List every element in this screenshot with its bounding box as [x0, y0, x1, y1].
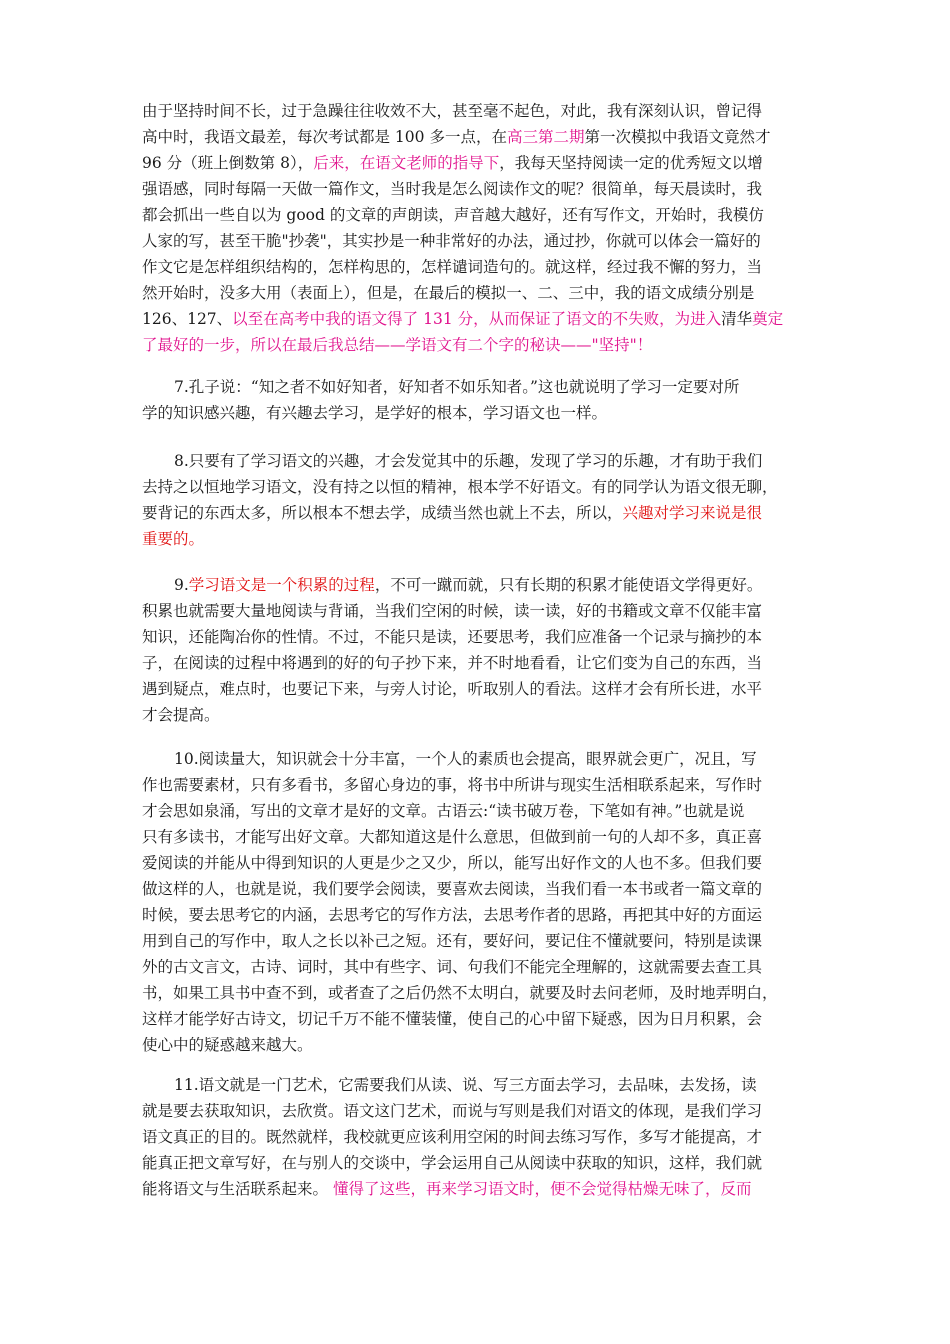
highlighted-text: 后来，在语文老师的指导下 [313, 154, 500, 172]
text-segment: 第一次模拟中我语文竟然才 [584, 128, 771, 146]
text-line [142, 928, 822, 954]
text-segment: 用到自己的写作中，取人之长以补己之短。还有，要好问，要记住不懂就要问，特别是读课 [142, 932, 763, 950]
text-segment: 子，在阅读的过程中将遇到的好的句子抄下来，并不时地看看，让它们变为自己的东西，当 [142, 654, 763, 672]
highlighted-text: 重要的。 [142, 530, 205, 548]
text-line [142, 1072, 822, 1098]
text-line [142, 448, 822, 474]
text-line [142, 1124, 822, 1150]
highlighted-text: 懂得了这些，再来学习语文时，便不会觉得枯燥无味了，反而 [332, 1180, 752, 1198]
text-segment: 人家的写，甚至干脆"抄袭"，其实抄是一种非常好的办法，通过抄，你就可以体会一篇好的 [142, 232, 761, 250]
text-line [142, 902, 822, 928]
text-line [142, 746, 822, 772]
text-segment: 语文真正的目的。既然就样，我校就更应该利用空闲的时间去练习写作，多写才能提高，才 [142, 1128, 763, 1146]
text-segment: 要背记的东西太多，所以根本不想去学，成绩当然也就上不去，所以， [142, 504, 623, 522]
text-line [142, 650, 822, 676]
text-segment: 积累也就需要大量地阅读与背诵，当我们空闲的时候，读一读，好的书籍或文章不仅能丰富 [142, 602, 763, 620]
text-line [142, 280, 822, 306]
text-segment: 10.阅读量大，知识就会十分丰富，一个人的素质也会提高，眼界就会更广，况且，写 [174, 750, 757, 768]
text-line [142, 624, 822, 650]
text-segment: 清华 [721, 310, 753, 328]
text-line [142, 980, 822, 1006]
text-segment: 才会思如泉涌，写出的文章才是好的文章。古语云:“读书破万卷，下笔如有神。”也就是说 [142, 802, 745, 820]
text-line [142, 202, 822, 228]
text-line [142, 676, 822, 702]
text-line [142, 876, 822, 902]
text-segment: 7.孔子说：“知之者不如好知者，好知者不如乐知者。”这也就说明了学习一定要对所 [174, 378, 740, 396]
text-line [142, 474, 822, 500]
highlighted-text: 了最好的一步，所以在最后我总结——学语文有二个字的秘诀——"坚持"！ [142, 336, 653, 354]
highlighted-text: 奠定 [752, 310, 784, 328]
text-line [142, 374, 822, 400]
text-line [142, 850, 822, 876]
paragraph-10 [142, 746, 822, 1058]
text-segment: 高中时，我语文最差，每次考试都是 100 多一点，在 [142, 128, 507, 146]
text-line [142, 98, 822, 124]
text-line [142, 228, 822, 254]
text-segment: 然开始时，没多大用（表面上），但是，在最后的模拟一、二、三中，我的语文成绩分别是 [142, 284, 755, 302]
text-segment: 时候，要去思考它的内涵，去思考它的写作方法，去思考作者的思路，再把其中好的方面运 [142, 906, 763, 924]
text-line [142, 150, 822, 176]
text-segment: 只有多读书，才能写出好文章。大都知道这是什么意思，但做到前一句的人却不多，真正喜 [142, 828, 763, 846]
text-line [142, 1032, 822, 1058]
paragraph-11 [142, 1072, 822, 1202]
text-line [142, 572, 822, 598]
text-line [142, 500, 822, 526]
paragraph-8 [142, 448, 822, 552]
text-segment: 11.语文就是一门艺术，它需要我们从读、说、写三方面去学习，去品味，去发扬，读 [174, 1076, 757, 1094]
text-segment: 使心中的疑惑越来越大。 [142, 1036, 313, 1054]
text-segment: 强语感，同时每隔一天做一篇作文，当时我是怎么阅读作文的呢？很简单，每天晨读时，我 [142, 180, 763, 198]
text-line [142, 254, 822, 280]
text-segment: 做这样的人，也就是说，我们要学会阅读，要喜欢去阅读，当我们看一本书或者一篇文章的 [142, 880, 763, 898]
text-line [142, 400, 822, 426]
text-line [142, 954, 822, 980]
text-line [142, 598, 822, 624]
text-segment: 都会抓出一些自以为 good 的文章的声朗读，声音越大越好，还有写作文，开始时，我模仿 [142, 206, 764, 224]
text-segment: 去持之以恒地学习语文，没有持之以恒的精神，根本学不好语文。有的同学认为语文很无聊， [142, 478, 778, 496]
text-segment: 作也需要素材，只有多看书，多留心身边的事，将书中所讲与现实生活相联系起来，写作时 [142, 776, 763, 794]
text-segment: ，我每天坚持阅读一定的优秀短文以增 [499, 154, 763, 172]
highlighted-text: 兴趣对学习来说是很 [622, 504, 763, 522]
text-segment: 能将语文与生活联系起来。 [142, 1180, 333, 1198]
text-line [142, 332, 822, 358]
text-line [142, 1006, 822, 1032]
paragraph-6 [142, 98, 822, 358]
text-segment: 由于坚持时间不长，过于急躁往往收效不大，甚至毫不起色，对此，我有深刻认识，曾记得 [142, 102, 763, 120]
text-segment: 126、127、 [142, 310, 233, 328]
text-line [142, 798, 822, 824]
text-segment: 96 分（班上倒数第 8）， [142, 154, 314, 172]
text-segment: 作文它是怎样组织结构的，怎样构思的，怎样谴词造句的。就这样，经过我不懈的努力，当 [142, 258, 763, 276]
text-segment: 学的知识感兴趣，有兴趣去学习，是学好的根本，学习语文也一样。 [142, 404, 608, 422]
text-segment: 9. [174, 576, 189, 594]
text-line [142, 1176, 822, 1202]
text-segment: 就是要去获取知识，去欣赏。语文这门艺术，而说与写则是我们对语文的体现，是我们学习 [142, 1102, 763, 1120]
text-segment: 这样才能学好古诗文，切记千万不能不懂装懂，使自己的心中留下疑惑，因为日月积累，会 [142, 1010, 763, 1028]
text-line [142, 824, 822, 850]
highlighted-text: 以至在高考中我的语文得了 131 分，从而保证了语文的不失败，为进入 [232, 310, 722, 328]
text-segment: 书，如果工具书中查不到，或者查了之后仍然不太明白，就要及时去问老师，及时地弄明白， [142, 984, 778, 1002]
text-line [142, 176, 822, 202]
text-segment: 外的古文言文，古诗、词时，其中有些字、词、句我们不能完全理解的，这就需要去查工具 [142, 958, 763, 976]
text-segment: 遇到疑点，难点时，也要记下来，与旁人讨论，听取别人的看法。这样才会有所长进，水平 [142, 680, 763, 698]
text-segment: 知识，还能陶冶你的性情。不过，不能只是读，还要思考，我们应准备一个记录与摘抄的本 [142, 628, 763, 646]
paragraph-7 [142, 374, 822, 426]
text-line [142, 702, 822, 728]
text-line [142, 1150, 822, 1176]
text-segment: ，不可一蹴而就，只有长期的积累才能使语文学得更好。 [374, 576, 763, 594]
text-segment: 8.只要有了学习语文的兴趣，才会发觉其中的乐趣，发现了学习的乐趣，才有助于我们 [174, 452, 763, 470]
text-segment: 才会提高。 [142, 706, 220, 724]
text-line [142, 306, 822, 332]
text-line [142, 124, 822, 150]
highlighted-text: 学习语文是一个积累的过程 [188, 576, 375, 594]
text-line [142, 1098, 822, 1124]
text-line [142, 526, 822, 552]
text-segment: 爱阅读的并能从中得到知识的人更是少之又少，所以，能写出好作文的人也不多。但我们要 [142, 854, 763, 872]
paragraph-9 [142, 572, 822, 728]
text-line [142, 772, 822, 798]
highlighted-text: 高三第二期 [506, 128, 585, 146]
text-segment: 能真正把文章写好，在与别人的交谈中，学会运用自己从阅读中获取的知识，这样，我们就 [142, 1154, 763, 1172]
